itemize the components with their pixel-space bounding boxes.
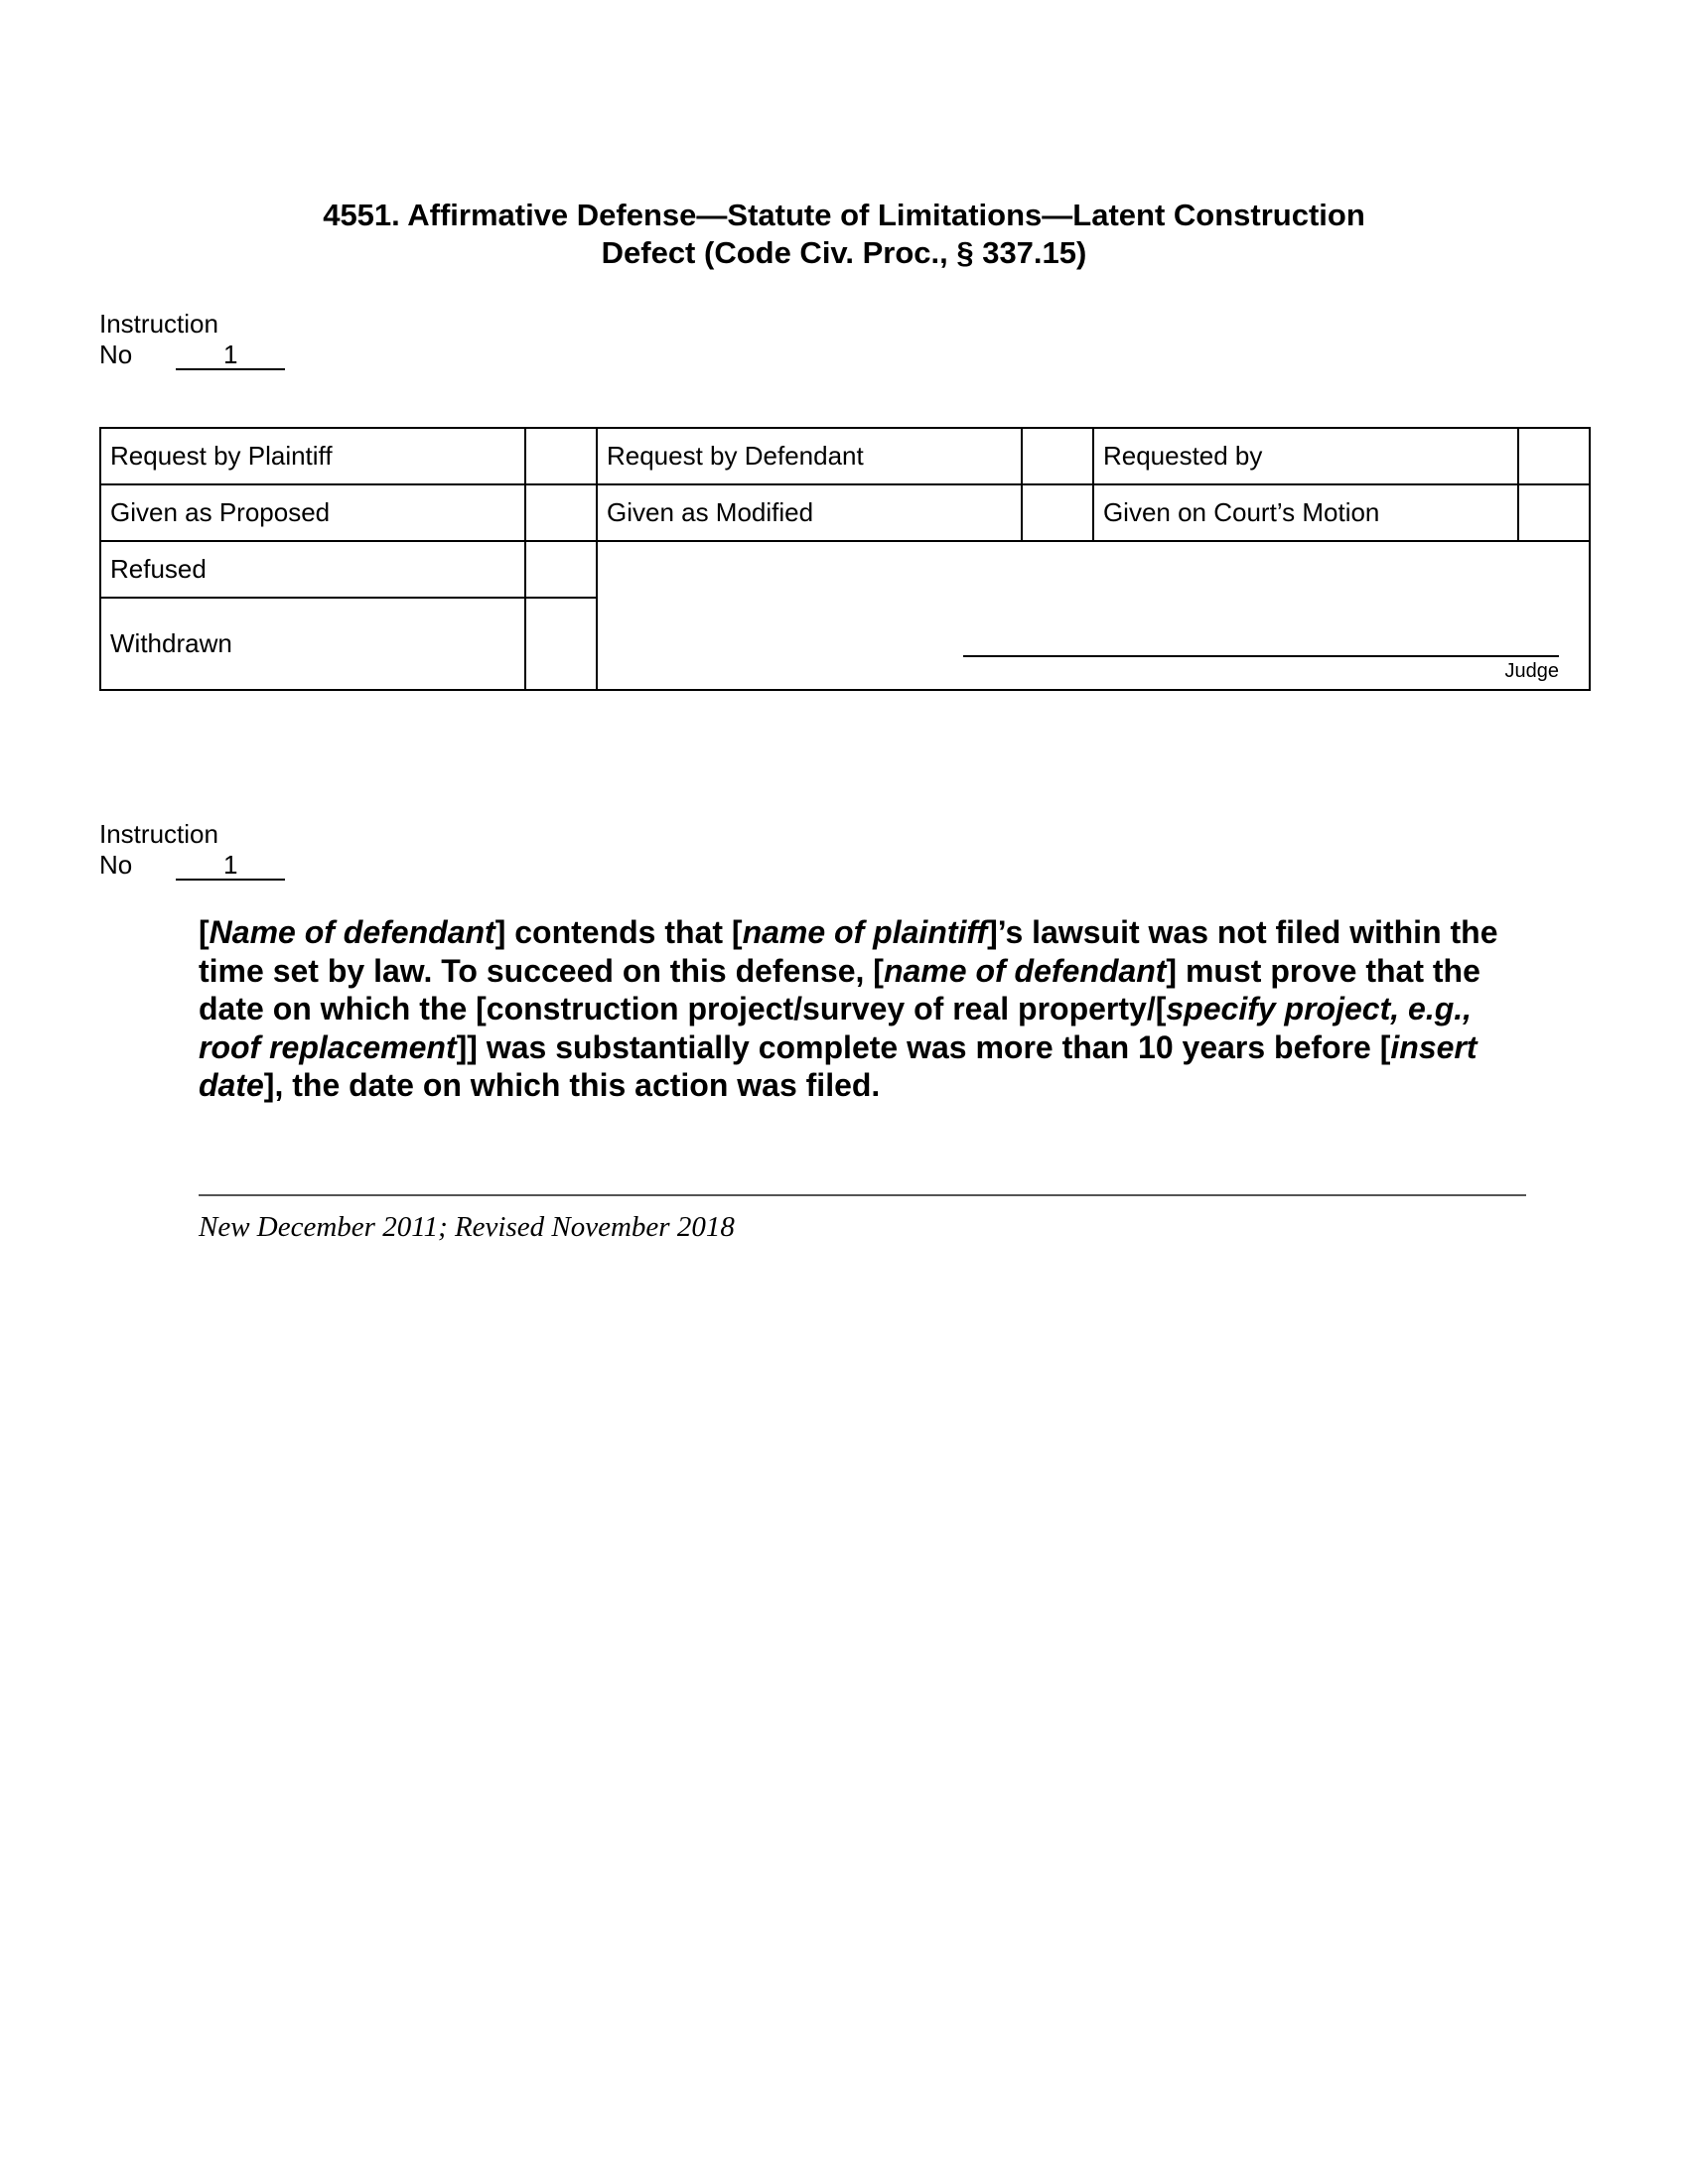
withdrawn-checkbox[interactable] [525,598,597,690]
placeholder-specify-project: specify project, e.g., roof replacement [199,991,1473,1065]
judge-signature-area [597,541,1590,690]
placeholder-name-of-defendant: Name of defendant [209,914,495,950]
body-segment: ] contends that [ [494,914,743,950]
requested-by-label: Requested by [1093,428,1518,484]
placeholder-name-of-defendant: name of defendant [883,952,1167,989]
history-divider [199,1194,1526,1196]
revision-history: New December 2011; Revised November 2018 [199,1211,735,1243]
instruction-number-field[interactable]: 1 [176,341,285,370]
instruction-number-block-bottom [99,819,285,881]
request-by-defendant-checkbox[interactable] [1022,428,1093,484]
instruction-number-block-top [99,309,285,370]
refused-label: Refused [100,541,525,598]
body-segment: ] must prove that the date on which the [construction project/survey of real property/[ [199,952,1480,1026]
body-segment: [ [199,914,210,950]
judge-signature-line[interactable] [963,655,1559,657]
placeholder-name-of-plaintiff: name of plaintiff [742,914,988,950]
body-segment: ]’s lawsuit was not filed within the time set by law. To succeed on this defense, [ [199,914,1498,989]
refused-checkbox[interactable] [525,541,597,598]
withdrawn-label: Withdrawn [100,598,525,690]
request-by-plaintiff-checkbox[interactable] [525,428,597,484]
requested-by-checkbox[interactable] [1518,428,1590,484]
instruction-title [199,197,1489,272]
disposition-form-table [99,427,1591,691]
body-segment: ], the date on which this action was filed. [263,1067,881,1103]
no-label: No [99,850,133,880]
instruction-body-text [199,913,1529,1105]
given-as-modified-checkbox[interactable] [1022,484,1093,541]
body-segment: ]] was substantially complete was more than 10 years before [ [456,1028,1391,1065]
request-by-defendant-label: Request by Defendant [597,428,1022,484]
given-as-proposed-label: Given as Proposed [100,484,525,541]
given-on-courts-motion-checkbox[interactable] [1518,484,1590,541]
title-line-2: Defect (Code Civ. Proc., § 337.15) [601,235,1087,270]
placeholder-insert-date: insert date [199,1028,1477,1103]
instruction-label: Instruction [99,819,218,849]
given-as-proposed-checkbox[interactable] [525,484,597,541]
instruction-number-field[interactable]: 1 [176,851,285,881]
title-line-1: 4551. Affirmative Defense—Statute of Limitations—Latent Construction [323,198,1365,232]
instruction-label: Instruction [99,309,218,339]
given-as-modified-label: Given as Modified [597,484,1022,541]
no-label: No [99,340,133,369]
given-on-courts-motion-label: Given on Court’s Motion [1093,484,1518,541]
request-by-plaintiff-label: Request by Plaintiff [100,428,525,484]
judge-label: Judge [1504,660,1559,682]
